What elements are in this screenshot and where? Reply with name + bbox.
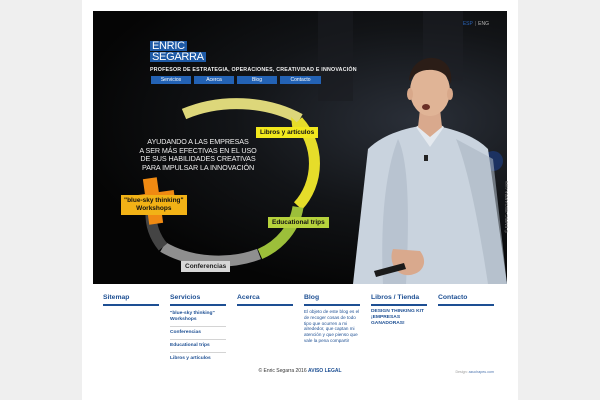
cycle-label-trips[interactable]: Educational trips — [268, 217, 329, 228]
tagline: PROFESOR DE ESTRATEGIA, OPERACIONES, CREATIVIDAD E INNOVACIÓN — [150, 67, 357, 73]
photo-watermark: © ENRIC-SEGARRA.com — [504, 181, 509, 233]
footer-col-contacto — [438, 294, 494, 306]
copyright-bar — [0, 368, 600, 374]
footer-heading-servicios[interactable]: Servicios — [170, 294, 226, 306]
hero-banner — [93, 11, 507, 284]
footer-heading-acerca[interactable]: Acerca — [237, 294, 293, 306]
hero-headline — [118, 138, 278, 172]
copyright-text: © Enric Segarra 2016 — [258, 368, 307, 374]
headline-line-4: PARA IMPULSAR LA INNOVACIÓN — [141, 162, 255, 172]
nav-servicios[interactable]: Servicios — [151, 76, 191, 84]
footer-heading-sitemap: Sitemap — [103, 294, 159, 306]
design-credit — [455, 370, 494, 374]
footer-heading-blog[interactable]: Blog — [304, 294, 360, 306]
footer-heading-libros[interactable]: Libros / Tienda — [371, 294, 427, 306]
language-switcher: ESP | ENG — [462, 21, 489, 27]
speaker-photo — [338, 39, 507, 284]
cycle-arc-gray — [163, 247, 259, 261]
aviso-legal-link[interactable]: AVISO LEGAL — [308, 368, 342, 374]
logo-line-2: SEGARRA — [152, 51, 204, 63]
lang-es-link[interactable]: ESP — [462, 21, 473, 27]
design-label: Design: — [455, 370, 468, 374]
footer-link-bluesky[interactable]: "blue-sky thinking" Workshops — [170, 310, 226, 327]
footer-col-servicios — [170, 294, 226, 367]
lang-en-link[interactable]: ENG — [478, 21, 489, 27]
nav-acerca[interactable]: Acerca — [194, 76, 234, 84]
footer-col-blog — [304, 294, 360, 344]
footer-col-sitemap — [103, 294, 159, 306]
cycle-label-books[interactable]: Libros y artículos — [256, 127, 318, 138]
design-credit-link[interactable]: azuchapeu.com — [468, 370, 494, 374]
footer-link-design-thinking-kit[interactable]: DESIGN THINKING KIT — [371, 309, 424, 314]
headline-line-2: A SER MÁS EFECTIVAS EN EL USO — [139, 145, 257, 155]
footer-col-acerca — [237, 294, 293, 306]
nav-contacto[interactable]: Contacto — [280, 76, 321, 84]
footer-blog-description: El objeto de este blog es el de recoger cosas de todo tipo que ocurren a mi alrededor, que captan mi atención y que pienso que vale la pena compartir — [304, 309, 360, 343]
bluesky-line-2: Workshops — [136, 205, 172, 212]
cycle-label-conferences[interactable]: Conferencias — [181, 261, 230, 272]
footer-link-trips[interactable]: Educational trips — [170, 342, 226, 353]
bluesky-line-1: "blue-sky thinking" — [124, 197, 184, 204]
cycle-arc-top — [184, 104, 300, 119]
logo-line-1: ENRIC — [152, 40, 185, 52]
footer-heading-contacto[interactable]: Contacto — [438, 294, 494, 306]
footer-link-libros[interactable]: Libros y artículos — [170, 356, 211, 361]
footer-link-conferencias[interactable]: Conferencias — [170, 329, 226, 340]
headline-line-3: DE SUS HABILIDADES CREATIVAS — [140, 154, 256, 163]
cycle-arc-green — [260, 207, 298, 254]
headline-line-1: AYUDANDO A LAS EMPRESAS — [147, 137, 249, 146]
nav-blog[interactable]: Blog — [237, 76, 277, 84]
cycle-label-bluesky[interactable] — [121, 195, 187, 215]
footer-col-libros — [371, 294, 427, 327]
footer-link-empresas-ganadoras[interactable]: ¡EMPRESAS GANADORAS! — [371, 315, 405, 326]
